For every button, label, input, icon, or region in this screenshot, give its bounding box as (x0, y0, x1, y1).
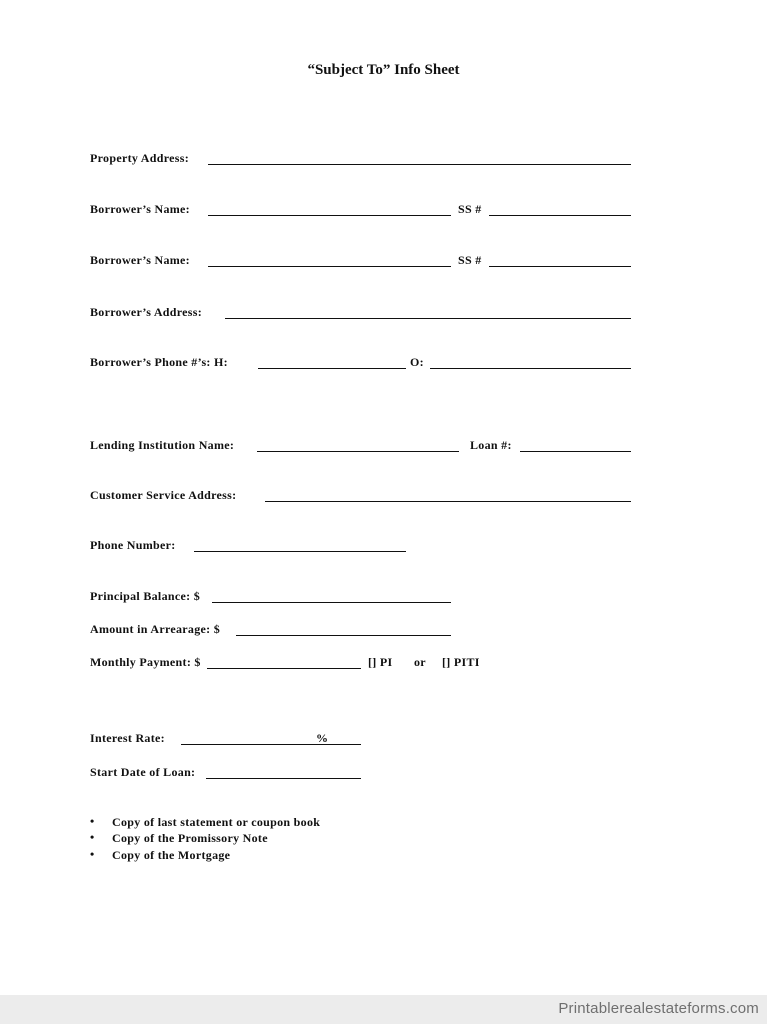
borrower-phone-label: Borrower’s Phone #’s: H: (90, 355, 228, 369)
bullet-text-2: Copy of the Promissory Note (112, 831, 268, 845)
borrower-name-row-2 (90, 253, 635, 271)
phone-office-field[interactable] (430, 368, 631, 369)
ss-field-2[interactable] (489, 266, 631, 267)
start-date-label: Start Date of Loan: (90, 765, 196, 779)
form-title: “Subject To” Info Sheet (307, 62, 460, 78)
bullet-icon: • (90, 847, 95, 861)
property-address-row (90, 151, 635, 169)
phone-number-label: Phone Number: (90, 538, 176, 552)
bullet-text-3: Copy of the Mortgage (112, 848, 231, 862)
monthly-payment-field[interactable] (207, 668, 361, 669)
principal-balance-label: Principal Balance: $ (90, 589, 200, 603)
borrower-address-field[interactable] (225, 318, 631, 319)
principal-balance-field[interactable] (212, 602, 451, 603)
phone-number-row (90, 538, 410, 556)
start-date-row (90, 765, 365, 783)
principal-balance-row (90, 589, 455, 607)
customer-service-row (90, 488, 635, 506)
pi-checkbox[interactable]: [] PI (368, 655, 393, 669)
interest-rate-label: Interest Rate: (90, 731, 165, 745)
lending-institution-row (90, 438, 635, 456)
bullet-icon: • (90, 814, 95, 828)
piti-checkbox[interactable]: [] PITI (442, 655, 480, 669)
lending-institution-field[interactable] (257, 451, 459, 452)
bullet-text-1: Copy of last statement or coupon book (112, 815, 321, 829)
monthly-payment-row (90, 655, 490, 673)
phone-home-field[interactable] (258, 368, 406, 369)
loan-number-field[interactable] (520, 451, 631, 452)
borrower-address-label: Borrower’s Address: (90, 305, 203, 319)
watermark-text: Printablerealestateforms.com (558, 1000, 759, 1017)
borrower-name-field-1[interactable] (208, 215, 451, 216)
arrearage-row (90, 622, 455, 640)
percent-sign: % (316, 731, 329, 745)
borrower-name-label-1: Borrower’s Name: (90, 202, 190, 216)
interest-rate-field[interactable] (181, 744, 361, 745)
borrower-address-row (90, 305, 635, 323)
ss-field-1[interactable] (489, 215, 631, 216)
borrower-phone-row (90, 355, 635, 373)
borrower-name-label-2: Borrower’s Name: (90, 253, 190, 267)
interest-rate-row (90, 731, 365, 749)
or-text: or (414, 655, 426, 669)
borrower-name-row-1 (90, 202, 635, 220)
ss-label-2: SS # (458, 253, 482, 267)
customer-service-label: Customer Service Address: (90, 488, 237, 502)
monthly-payment-label: Monthly Payment: $ (90, 655, 201, 669)
property-address-field[interactable] (208, 164, 631, 165)
borrower-name-field-2[interactable] (208, 266, 451, 267)
lending-institution-label: Lending Institution Name: (90, 438, 235, 452)
property-address-label: Property Address: (90, 151, 189, 165)
loan-number-label: Loan #: (470, 438, 512, 452)
customer-service-field[interactable] (265, 501, 631, 502)
ss-label-1: SS # (458, 202, 482, 216)
phone-number-field[interactable] (194, 551, 406, 552)
phone-office-label: O: (410, 355, 424, 369)
bullet-icon: • (90, 830, 95, 844)
start-date-field[interactable] (206, 778, 361, 779)
arrearage-field[interactable] (236, 635, 451, 636)
arrearage-label: Amount in Arrearage: $ (90, 622, 221, 636)
